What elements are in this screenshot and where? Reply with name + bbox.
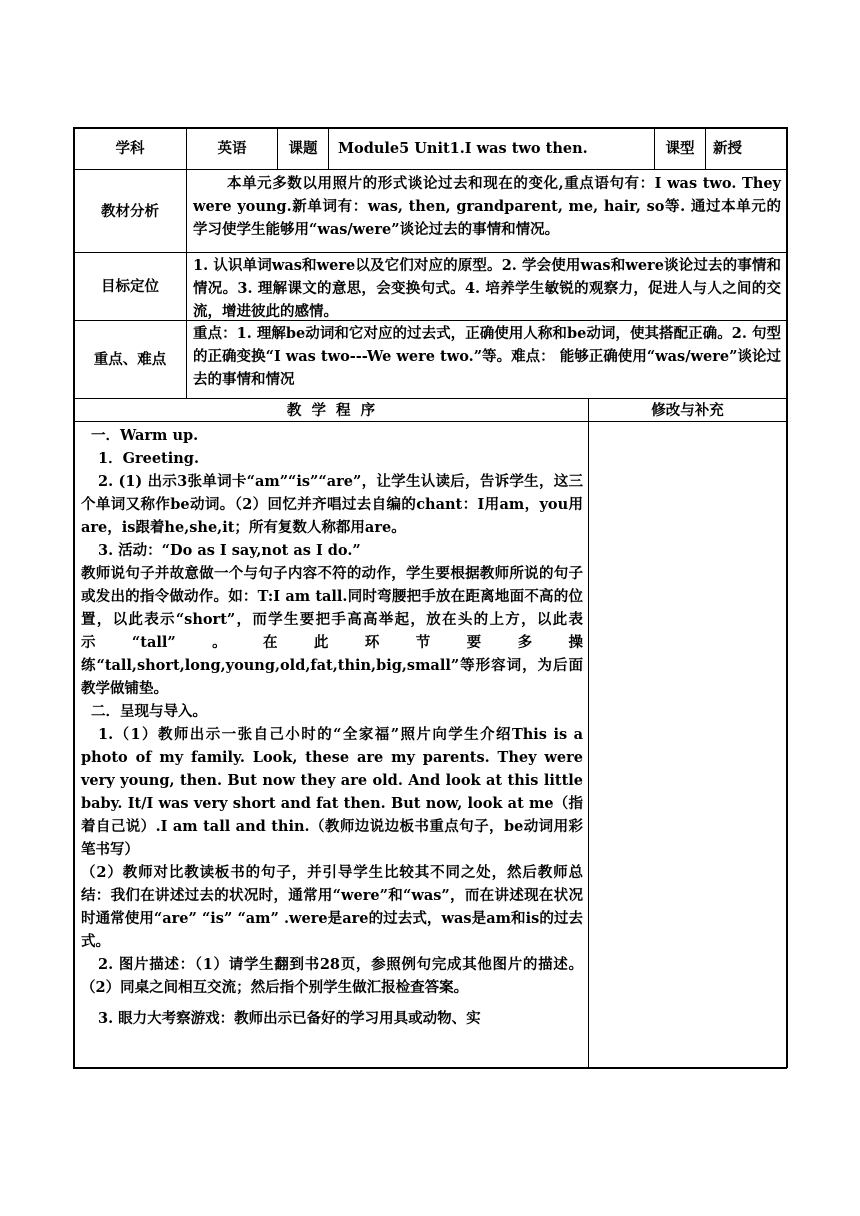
table-border-right [786, 127, 788, 1068]
col-divider [328, 127, 329, 170]
subject-value: 英语 [217, 140, 247, 157]
type-value: 新授 [713, 140, 742, 157]
procedure-paragraph: 教师说句子并故意做一个与句子内容不符的动作，学生要根据教师所说的句子或发出的指令做动作。如：T:I am tall.同时弯腰把手放在距离地面不高的位置，以此表示“short”，而学生要把手高高举起，放在头的上方，以此表示“tall”。在此环节要多操练“tall,short,long,young,old,fat,thin,big,small”等形容词，为后面教学做铺垫。 [81, 565, 583, 697]
goals-paragraph: 1. 认识单词was和were以及它们对应的原型。2. 学会使用was和were谈论过去的事情和情况。3. 理解课文的意思，会变换句式。4. 培养学生敏锐的观察力，促进人与人之间的交流，增进彼此的感情。 [193, 257, 781, 320]
procedure-paragraph: （2）教师对比教读板书的句子，并引导学生比较其不同之处，然后教师总结：我们在讲述过去的状况时，通常用“were”和“was”，而在讲述现在状况时通常使用“are” “is” “am” .were是are的过去式，was是am和is的过去式。 [81, 864, 583, 950]
procedure-paragraph: 2. 图片描述：（1）请学生翻到书28页，参照例句完成其他图片的描述。（2）同桌之间相互交流；然后指个别学生做汇报检查答案。 [81, 956, 583, 996]
procedure-paragraph: 3. 活动：“Do as I say,not as I do.” [98, 542, 361, 559]
procedure-title: 教 学 程 序 [286, 401, 376, 419]
procedure-paragraph: 3. 眼力大考察游戏：教师出示已备好的学习用具或动物、实 [98, 1010, 481, 1027]
keypoints-label: 重点、难点 [93, 351, 167, 368]
subject-label: 学科 [115, 140, 145, 157]
analysis-paragraph: 本单元多数以用照片的形式谈论过去和现在的变化,重点语句有：I was two. They were young.新单词有：was, then, grandparent, me, hair, so等. 通过本单元的学习使学生能够用“was/were”谈论过去的事情和情况。 [193, 175, 781, 238]
table-border-bottom [73, 1067, 787, 1069]
topic-value: Module5 Unit1.I was two then. [338, 140, 588, 157]
analysis-label: 教材分析 [101, 202, 159, 220]
procedure-step-heading: 二．呈现与导入。 [91, 703, 207, 720]
keypoints-paragraph: 重点：1. 理解be动词和它对应的过去式，正确使用人称和be动词，使其搭配正确。2. 句型的正确变换“I was two---We were two.”等。难点： 能够正确使用“was/were”谈论过去的事情和情况 [193, 325, 781, 388]
goals-label: 目标定位 [101, 278, 159, 295]
analysis-text [193, 172, 781, 250]
procedure-paragraph: 1．Greeting. [98, 450, 199, 467]
topic-label: 课题 [288, 140, 318, 157]
col-divider [705, 127, 706, 170]
col-divider [588, 398, 589, 1068]
goals-text [193, 254, 781, 320]
keypoints-text [193, 322, 781, 398]
procedure-paragraph: 1.（1）教师出示一张自己小时的“全家福”照片向学生介绍This is a photo of my family. Look, these are my parents. They were very young, then. But now they are old. And look at this little baby. It/I was very short and fat then. But now, look at me（指着自己说）.I am tall and thin.（教师边说边板书重点句子，be动词用彩笔书写） [81, 726, 583, 858]
procedure-paragraph: 2. (1) 出示3张单词卡“am”“is”“are”，让学生认读后，告诉学生，这三个单词又称作be动词。（2）回忆并齐唱过去自编的chant：I用am，you用are，is跟着he,she,it；所有复数人称都用are。 [81, 473, 583, 536]
revise-title: 修改与补充 [651, 401, 724, 419]
procedure-step-heading: 一．Warm up. [91, 427, 199, 444]
procedure-body [81, 424, 583, 1064]
type-label: 课型 [665, 140, 695, 157]
